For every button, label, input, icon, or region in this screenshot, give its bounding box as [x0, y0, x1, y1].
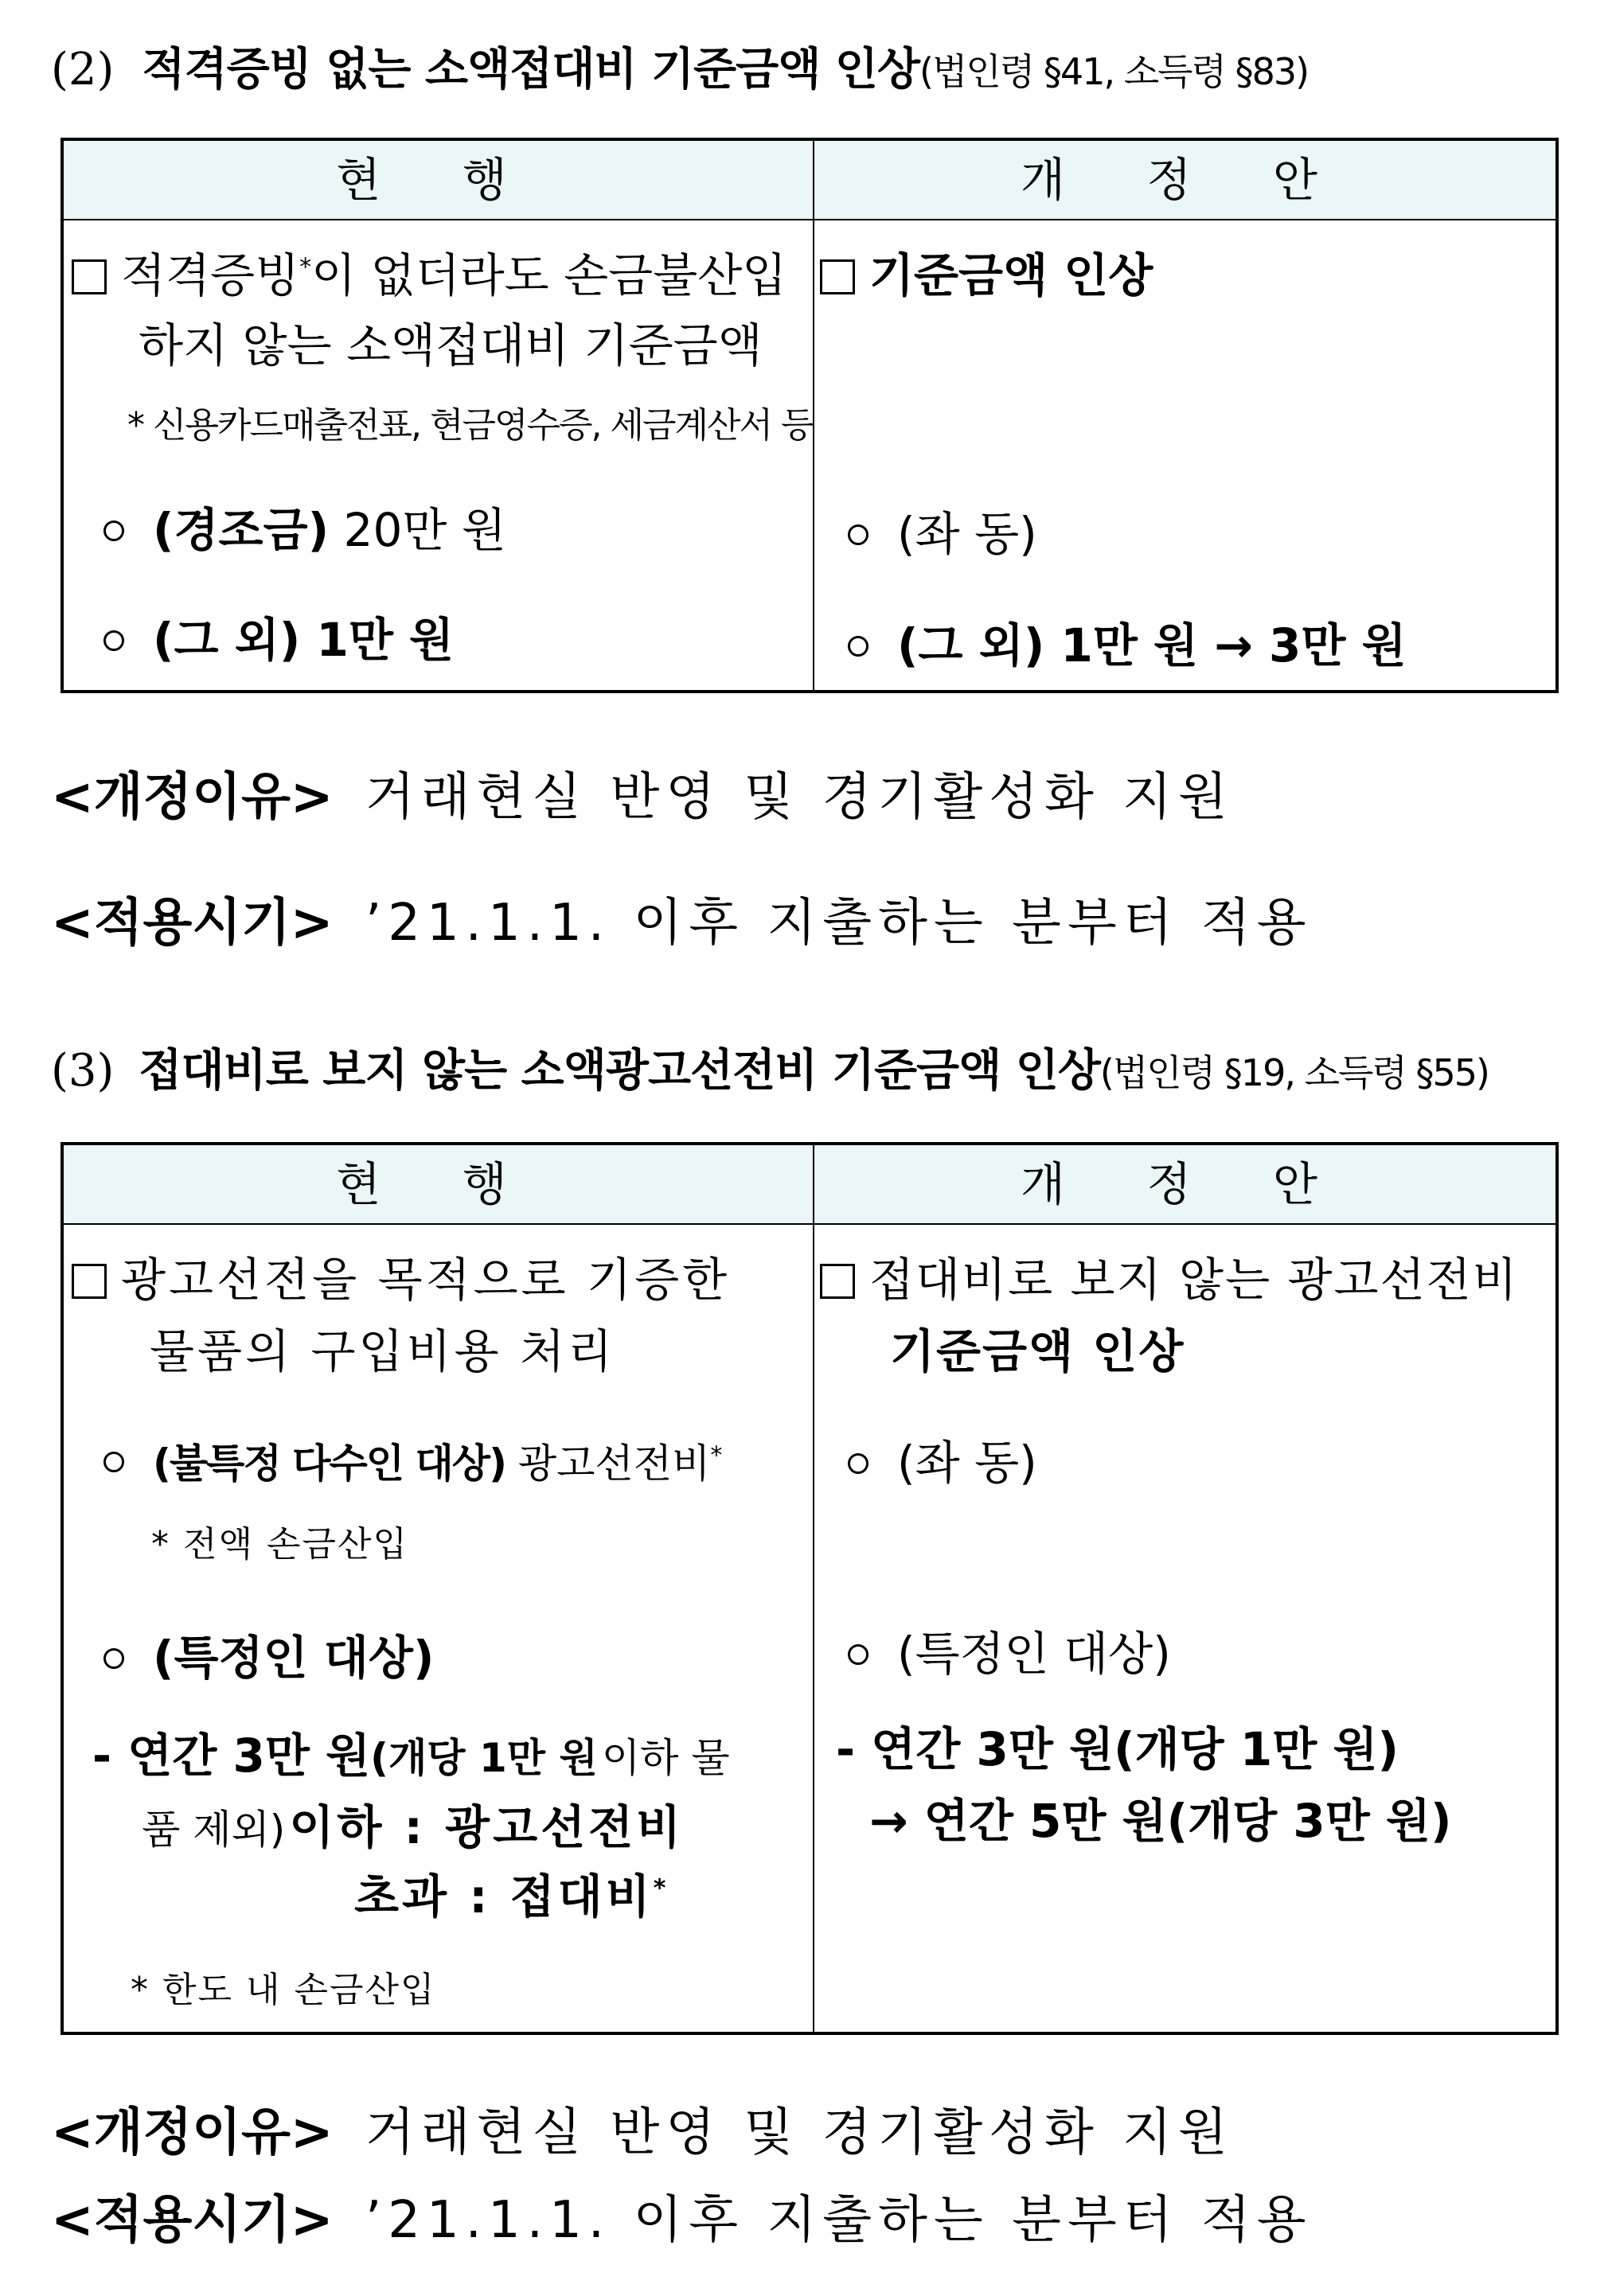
- current-item: 적격증빙*이 없더라도 손금불산입: [72, 252, 786, 298]
- column-divider: [813, 1145, 814, 2032]
- header-current: 현 행: [336, 1157, 541, 1211]
- section3-ref: (법인령 §19, 소득령 §55): [1099, 1051, 1489, 1094]
- section3-apply: [51, 2191, 1313, 2250]
- section3-number: (3): [51, 1045, 115, 1097]
- section2-number: (2): [51, 44, 115, 96]
- bullet-circle-icon: [103, 1648, 124, 1669]
- reason-text: 거래현실 반영 및 경기활성화 지원: [365, 768, 1234, 827]
- revised-item: 기준금액 인상: [820, 252, 1153, 298]
- current-dash-line1: - 연간 3만 원(개당 1만 원 이하 물: [92, 1729, 730, 1783]
- current-sub-specific: (특정인 대상): [103, 1635, 434, 1681]
- revised-dash-line1: - 연간 3만 원(개당 1만 원): [836, 1722, 1399, 1776]
- section3-heading: [51, 1045, 1489, 1097]
- bullet-circle-icon: [103, 1452, 124, 1472]
- revised-sub-other: (그 외) 1만 원 → 3만 원: [848, 622, 1407, 669]
- section3-reason: [51, 2103, 1234, 2162]
- checkbox-square-icon: [820, 1264, 855, 1299]
- bullet-circle-icon: [103, 630, 124, 651]
- apply-label: <적용시기>: [51, 894, 334, 953]
- apply-label: <적용시기>: [51, 2191, 334, 2250]
- apply-text: ’21.1.1. 이후 지출하는 분부터 적용: [365, 894, 1313, 953]
- section2-reason: [51, 768, 1234, 827]
- bullet-circle-icon: [848, 1453, 868, 1474]
- revised-item-line2: 기준금액 인상: [890, 1324, 1185, 1378]
- current-footnote: * 신용카드매출전표, 현금영수증, 세금계산서 등: [127, 405, 814, 446]
- apply-text: ’21.1.1. 이후 지출하는 분부터 적용: [365, 2191, 1313, 2250]
- section2-heading: [51, 44, 1309, 96]
- section2-title: 적격증빙 없는 소액접대비 기준금액 인상: [142, 44, 920, 96]
- reason-label: <개정이유>: [51, 768, 334, 827]
- current-footnote1: * 전액 손금산입: [151, 1524, 408, 1565]
- header-current: 현 행: [336, 153, 541, 207]
- current-sub-other: (그 외) 1만 원: [103, 617, 454, 663]
- current-footnote2: * 한도 내 손금산입: [131, 1970, 436, 2010]
- revised-item: 접대비로 보지 않는 광고선전비: [820, 1257, 1519, 1303]
- section2-apply: [51, 894, 1313, 953]
- current-item: 광고선전을 목적으로 기증한: [72, 1257, 730, 1303]
- section2-table: [60, 138, 1559, 693]
- bullet-circle-icon: [848, 1644, 868, 1665]
- header-revised: 개 정 안: [1021, 153, 1351, 207]
- reason-label: <개정이유>: [51, 2103, 334, 2162]
- revised-sub-specific: (특정인 대상): [848, 1631, 1171, 1677]
- bullet-circle-icon: [848, 524, 868, 545]
- current-item-line2: 물품의 구입비용 처리: [150, 1324, 616, 1378]
- section2-ref: (법인령 §41, 소득령 §83): [919, 50, 1309, 93]
- bullet-circle-icon: [103, 520, 124, 541]
- bullet-circle-icon: [848, 636, 868, 657]
- section3-table: [60, 1142, 1559, 2035]
- checkbox-square-icon: [72, 259, 107, 294]
- footnote-star: *: [710, 1441, 723, 1470]
- revised-sub-same: (좌 동): [848, 511, 1037, 557]
- current-sub-unspecified: (불특정 다수인 대상) 광고선전비*: [103, 1444, 722, 1483]
- current-sub-gyeongjo: (경조금) 20만 원: [103, 507, 506, 553]
- checkbox-square-icon: [72, 1264, 107, 1299]
- footnote-star: *: [299, 253, 312, 282]
- header-revised: 개 정 안: [1021, 1157, 1351, 1211]
- footnote-star: *: [653, 1874, 669, 1903]
- reason-text: 거래현실 반영 및 경기활성화 지원: [365, 2103, 1234, 2162]
- section3-title: 접대비로 보지 않는 소액광고선전비 기준금액 인상: [139, 1045, 1100, 1097]
- current-dash-line2: 품 제외) 이하 : 광고선전비: [142, 1800, 685, 1854]
- revised-dash-line2: → 연간 5만 원(개당 3만 원): [869, 1794, 1452, 1848]
- current-dash-line3: 초과 : 접대비*: [354, 1869, 669, 1924]
- revised-sub-same: (좌 동): [848, 1440, 1037, 1486]
- current-item-line2: 하지 않는 소액접대비 기준금액: [139, 318, 763, 372]
- checkbox-square-icon: [820, 259, 855, 294]
